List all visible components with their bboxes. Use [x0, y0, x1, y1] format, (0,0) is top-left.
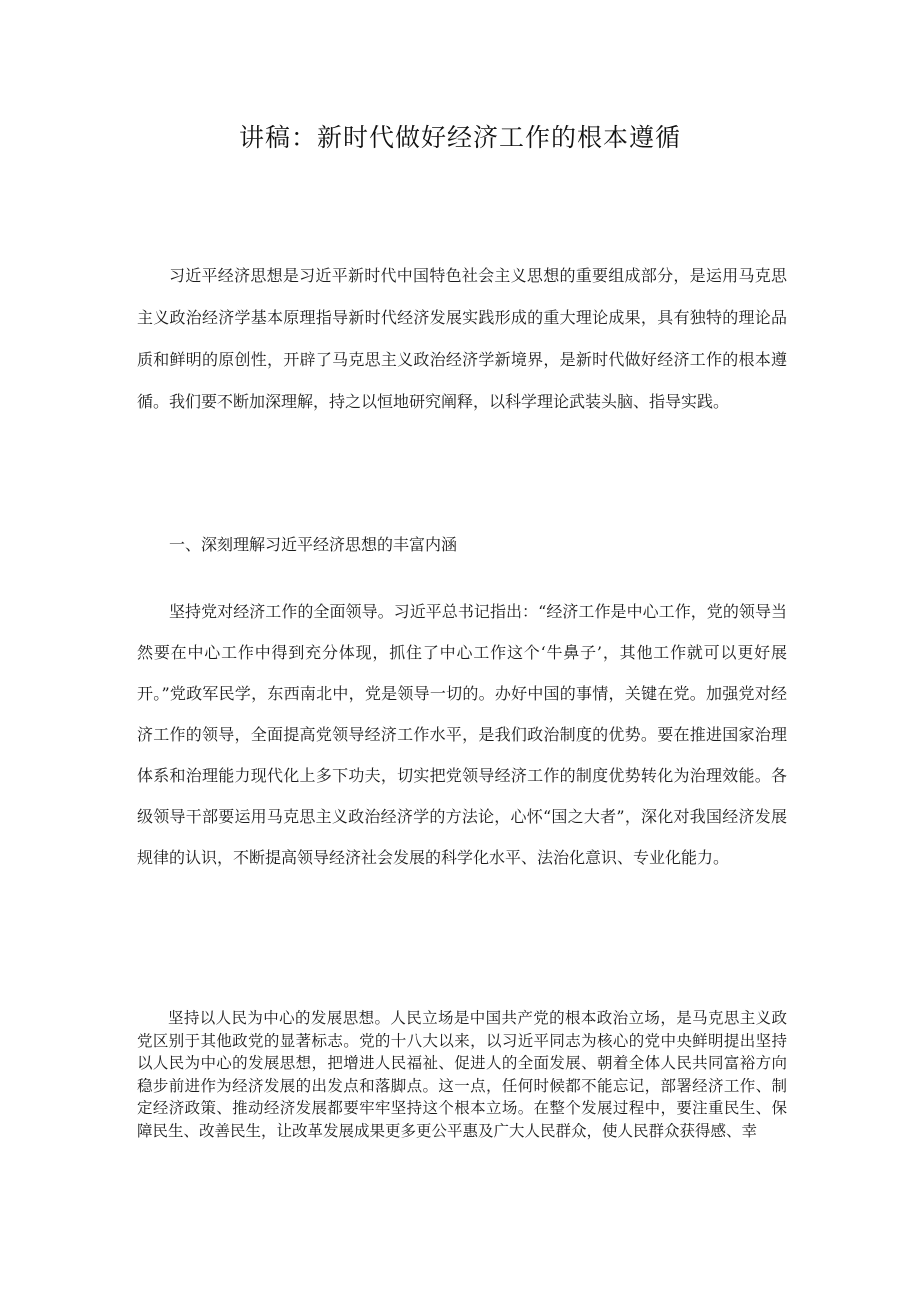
document-title: 讲稿：新时代做好经济工作的根本遵循: [238, 123, 681, 152]
section-heading: 一、深刻理解习近平经济思想的丰富内涵: [169, 535, 458, 554]
paragraph-party-leadership: 坚持党对经济工作的全面领导。习近平总书记指出：“经济工作是中心工作，党的领导当然要在中心工作中得到充分体现，抓住了中心工作这个‘牛鼻子’，其他工作就可以更好展开。”党政军民学，东西南北中，党是领导一切的。办好中国的事情，关键在党。加强党对经济工作的领导，全面提高党领导经济工作水平，是我们政治制度的优势。要在推进国家治理体系和治理能力现代化上多下功夫，切实把党领导经济工作的制度优势转化为治理效能。各级领导干部要运用马克思主义政治经济学的方法论，心怀“国之大者”，深化对我国经济发展规律的认识，不断提高领导经济社会发展的科学化水平、法治化意识、专业化能力。: [137, 602, 787, 867]
paragraph-intro: 习近平经济思想是习近平新时代中国特色社会主义思想的重要组成部分，是运用马克思主义政治经济学基本原理指导新时代经济发展实践形成的重大理论成果，具有独特的理论品质和鲜明的原创性，开辟了马克思主义政治经济学新境界，是新时代做好经济工作的根本遵循。我们要不断加深理解，持之以恒地研究阐释，以科学理论武装头脑、指导实践。: [137, 266, 787, 411]
paragraph-people-centered: 坚持以人民为中心的发展思想。人民立场是中国共产党的根本政治立场，是马克思主义政党区别于其他政党的显著标志。党的十八大以来，以习近平同志为核心的党中央鲜明提出坚持以人民为中心的发展思想，把增进人民福祉、促进人的全面发展、朝着全体人民共同富裕方向稳步前进作为经济发展的出发点和落脚点。这一点，任何时候都不能忘记，部署经济工作、制定经济政策、推动经济发展都要牢牢坚持这个根本立场。在整个发展过程中，要注重民生、保障民生、改善民生，让改革发展成果更多更公平惠及广大人民群众，使人民群众获得感、幸: [137, 1009, 787, 1140]
